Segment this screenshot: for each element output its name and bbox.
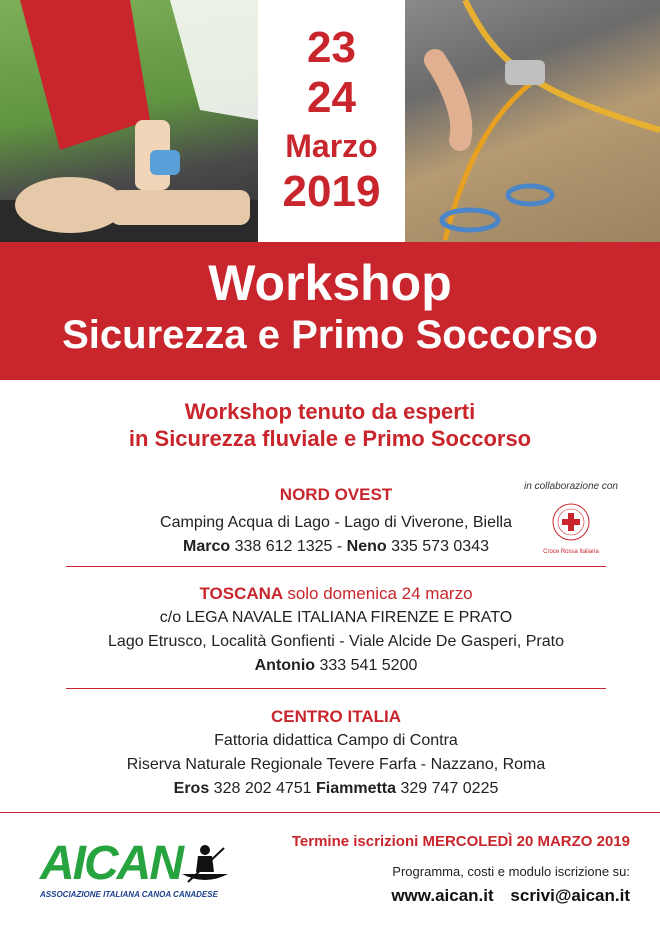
section-heading: CENTRO ITALIA	[270, 707, 401, 726]
section-nord-ovest	[66, 483, 606, 559]
contact-name: Eros	[173, 780, 210, 797]
rope-rescue-photo	[405, 0, 660, 242]
section-location: Fattoria didattica Campo di Contra	[214, 732, 458, 749]
section-contacts	[66, 777, 606, 801]
section-divider	[66, 688, 606, 689]
section-contacts: Marco 338 612 1325 - Neno 335 573 0343	[182, 538, 489, 555]
contact-phone: 328 202 4751	[213, 780, 312, 797]
email-link[interactable]: scrivi@aican.it	[510, 886, 630, 905]
section-heading: TOSCANA	[199, 584, 283, 603]
section-toscana	[66, 582, 606, 678]
footer-contacts	[270, 886, 630, 906]
cpr-training-photo	[0, 0, 258, 242]
section-heading-row	[66, 582, 606, 606]
banner-title: Workshop	[208, 255, 452, 311]
program-note: Programma, costi e modulo iscrizione su:	[392, 864, 630, 879]
section-location: c/o LEGA NAVALE ITALIANA FIRENZE E PRATO	[159, 609, 513, 626]
intro-text	[0, 398, 660, 452]
contact-name: Marco	[182, 538, 231, 555]
workshop-banner	[0, 242, 660, 380]
registration-deadline: Termine iscrizioni MERCOLEDÌ 20 MARZO 2019	[291, 833, 630, 850]
canoeist-icon	[180, 842, 230, 886]
date-day-2: 24	[307, 73, 356, 122]
section-heading: NORD OVEST	[279, 485, 393, 504]
website-link[interactable]: www.aican.it	[391, 886, 494, 905]
section-location: Lago Etrusco, Località Gonfienti - Viale Alcide De Gasperi, Prato	[108, 633, 564, 650]
section-heading-note: solo domenica 24 marzo	[287, 584, 473, 603]
section-contacts	[66, 654, 606, 678]
contact-phone: 338 612 1325	[234, 538, 333, 555]
cpr-illustration	[0, 0, 258, 242]
contact-name: Fiammetta	[316, 780, 397, 797]
logo-text: AICAN	[40, 837, 182, 890]
logo-subtitle: ASSOCIAZIONE ITALIANA CANOA CANADESE	[40, 890, 218, 899]
section-location: Riserva Naturale Regionale Tevere Farfa - Nazzano, Roma	[126, 756, 546, 773]
rope-illustration	[405, 0, 660, 242]
intro-line-1: Workshop tenuto da esperti	[184, 399, 476, 424]
banner-subtitle: Sicurezza e Primo Soccorso	[62, 313, 598, 357]
partner-name: Croce Rossa Italiana	[543, 549, 599, 555]
section-centro-italia	[66, 705, 606, 801]
contact-name: Neno	[346, 538, 387, 555]
date-day-1: 23	[307, 23, 356, 72]
aican-logo	[40, 837, 240, 900]
contact-phone: 335 573 0343	[391, 538, 489, 555]
section-divider	[66, 566, 606, 567]
event-dates	[258, 0, 405, 242]
contact-name: Antonio	[254, 657, 316, 674]
date-month: Marzo	[285, 128, 378, 164]
date-year: 2019	[282, 167, 381, 216]
collaboration-label: in collaborazione con	[524, 481, 618, 492]
contact-phone: 333 541 5200	[319, 657, 418, 674]
intro-line-2: in Sicurezza fluviale e Primo Soccorso	[128, 426, 532, 451]
contact-phone: 329 747 0225	[400, 780, 499, 797]
section-location: Camping Acqua di Lago - Lago di Viverone, Biella	[160, 514, 512, 531]
footer-divider	[0, 812, 660, 813]
